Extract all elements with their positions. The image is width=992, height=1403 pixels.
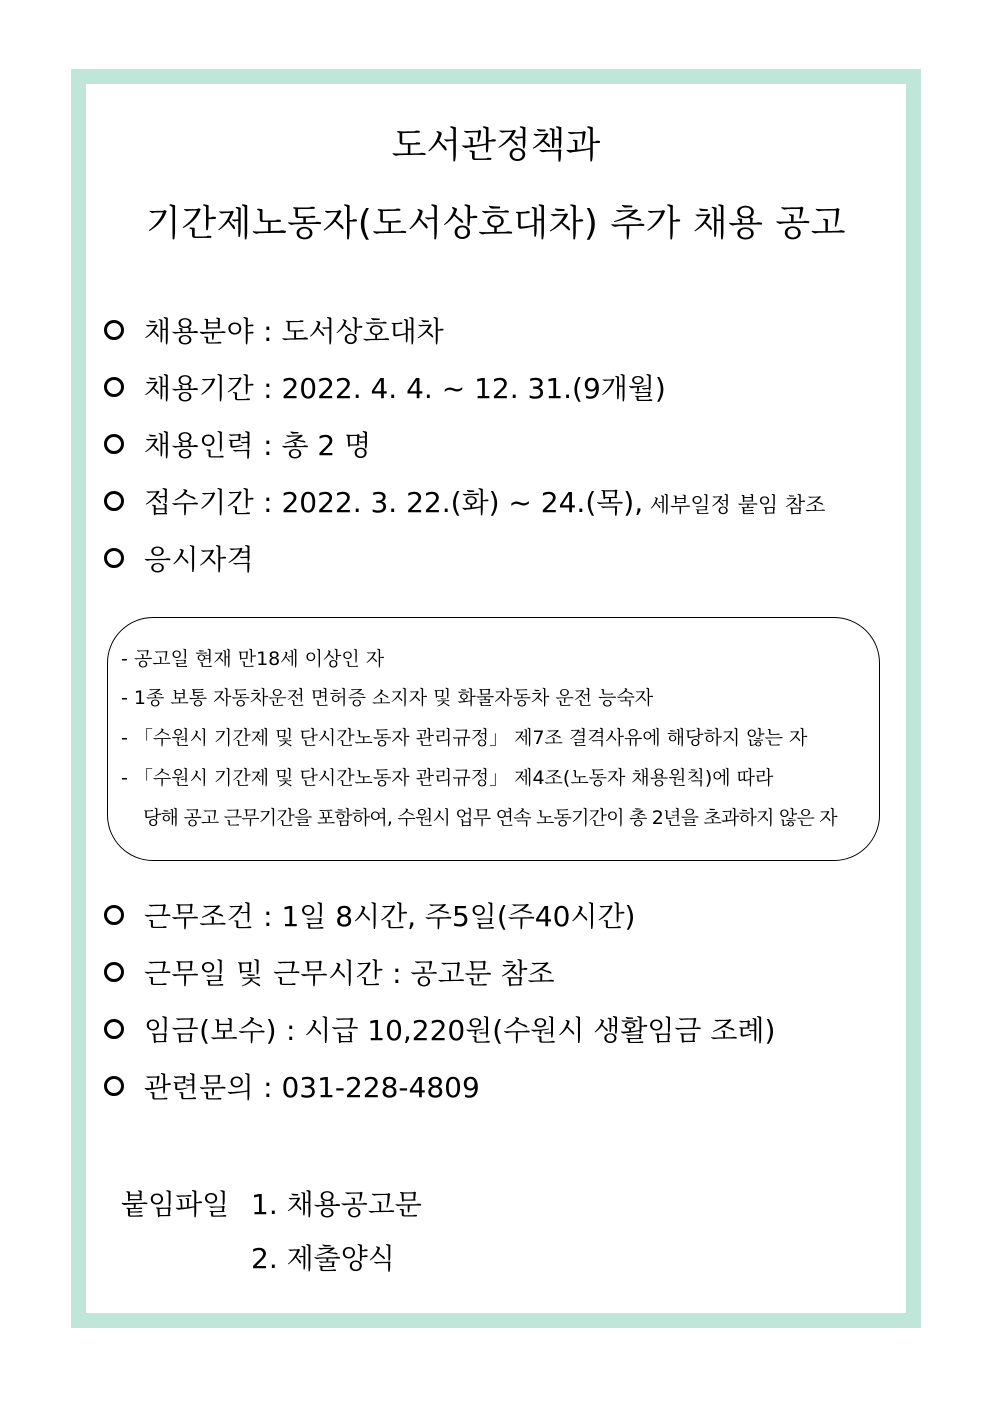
attachment-file: 1. 채용공고문 — [251, 1188, 422, 1221]
item-recruit-period — [104, 372, 666, 405]
item-contact — [104, 1071, 480, 1104]
item-value: 2022. 4. 4. ~ 12. 31.(9개월) — [281, 372, 666, 405]
item-separator: : — [254, 372, 282, 405]
item-work-condition — [104, 900, 636, 933]
item-value: 031-228-4809 — [281, 1071, 480, 1104]
item-label: 접수기간 — [144, 486, 255, 519]
item-label: 채용인력 — [144, 429, 255, 462]
item-recruit-field — [104, 315, 444, 348]
item-application-period — [104, 486, 826, 519]
item-value: 2022. 3. 22.(화) ~ 24.(목), — [281, 486, 644, 519]
circle-bullet-icon — [104, 1019, 124, 1039]
circle-bullet-icon — [104, 905, 124, 925]
item-label: 근무일 및 근무시간 — [144, 957, 384, 990]
circle-bullet-icon — [104, 434, 124, 454]
item-label: 응시자격 — [144, 543, 255, 576]
item-separator: : — [383, 957, 411, 990]
qualification-line: - 「수원시 기간제 및 단시간노동자 관리규정」 제7조 결격사유에 해당하지 않는 자 — [121, 727, 808, 749]
circle-bullet-icon — [104, 1076, 124, 1096]
item-label: 채용분야 — [144, 315, 255, 348]
item-value: 공고문 참조 — [410, 957, 555, 990]
item-work-days — [104, 957, 555, 990]
item-separator: : — [254, 900, 282, 933]
item-separator: : — [254, 429, 282, 462]
attachment-file: 2. 제출양식 — [251, 1242, 395, 1275]
qualification-line-continued: 당해 공고 근무기간을 포함하여, 수원시 업무 연속 노동기간이 총 2년을 초과하지 않은 자 — [143, 807, 837, 829]
attachments-label: 붙임파일 — [121, 1188, 230, 1221]
qualification-line: - 「수원시 기간제 및 단시간노동자 관리규정」 제4조(노동자 채용원칙)에 따라 — [121, 767, 774, 789]
circle-bullet-icon — [104, 320, 124, 340]
item-separator: : — [277, 1014, 305, 1047]
notice-title: 기간제노동자(도서상호대차) 추가 채용 공고 — [146, 203, 846, 244]
item-separator: : — [254, 1071, 282, 1104]
item-label: 임금(보수) — [144, 1014, 278, 1047]
department-title: 도서관정책과 — [391, 125, 601, 166]
circle-bullet-icon — [104, 548, 124, 568]
item-label: 채용기간 — [144, 372, 255, 405]
item-value: 총 2 명 — [281, 429, 372, 462]
circle-bullet-icon — [104, 962, 124, 982]
circle-bullet-icon — [104, 377, 124, 397]
qualification-line: - 1종 보통 자동차운전 면허증 소지자 및 화물자동차 운전 능숙자 — [121, 687, 654, 709]
item-note: 세부일정 붙임 참조 — [643, 493, 826, 517]
item-qualification — [104, 543, 255, 576]
item-wage — [104, 1014, 776, 1047]
item-separator: : — [254, 315, 282, 348]
item-separator: : — [254, 486, 282, 519]
item-value: 1일 8시간, 주5일(주40시간) — [281, 900, 636, 933]
circle-bullet-icon — [104, 491, 124, 511]
item-label: 근무조건 — [144, 900, 255, 933]
item-label: 관련문의 — [144, 1071, 255, 1104]
qualification-line: - 공고일 현재 만18세 이상인 자 — [121, 648, 385, 670]
item-recruit-count — [104, 429, 372, 462]
item-value: 시급 10,220원(수원시 생활임금 조례) — [304, 1014, 776, 1047]
item-value: 도서상호대차 — [281, 315, 444, 348]
